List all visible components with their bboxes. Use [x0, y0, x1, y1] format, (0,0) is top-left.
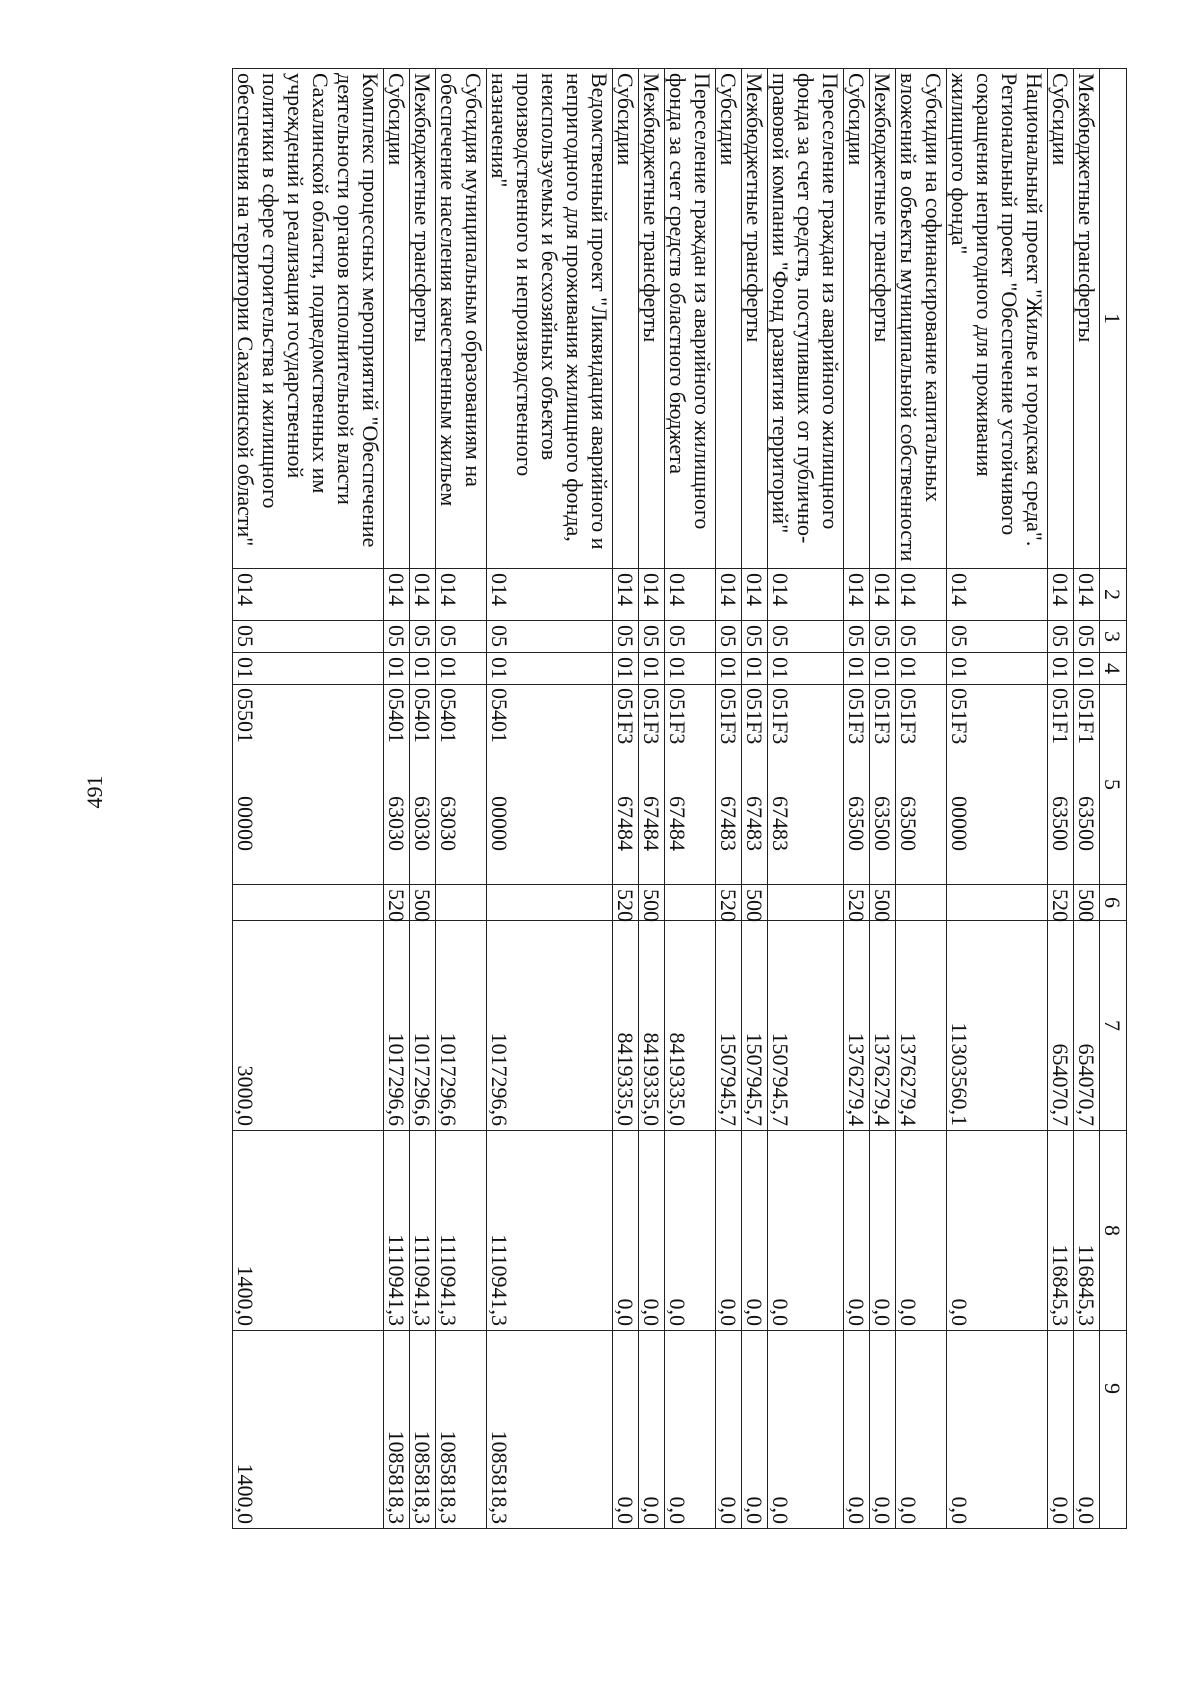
row-name-cell: Межбюджетные трансферты	[1074, 69, 1100, 569]
target-article-cell	[384, 685, 410, 885]
amount-col8-cell: 0,0	[639, 1131, 665, 1331]
amount-col8-cell: 0,0	[716, 1131, 742, 1331]
amount-col9-cell: 0,0	[665, 1331, 716, 1529]
table-row	[639, 69, 665, 1529]
target-article-direction: 67483	[768, 796, 793, 851]
target-article-program: 051F3	[870, 688, 895, 745]
table-body	[233, 69, 1100, 1529]
expense-type-cell: 520	[384, 885, 410, 921]
row-name-cell: Межбюджетные трансферты	[639, 69, 665, 569]
target-article-program: 05401	[436, 688, 461, 743]
subsection-code-cell: 01	[613, 653, 639, 685]
target-article-program: 051F3	[665, 688, 690, 745]
target-article-program: 05401	[487, 688, 512, 743]
subsection-code-cell: 01	[665, 653, 716, 685]
target-article-cell	[487, 685, 613, 885]
table-row	[896, 69, 947, 1529]
target-article-cell	[870, 685, 896, 885]
row-name-cell: Переселение граждан из аварийного жилищного фонда за счет средств областного бюджета	[665, 69, 716, 569]
expense-type-cell	[665, 885, 716, 921]
col-header-1: 1	[1100, 69, 1127, 569]
target-article-cell	[896, 685, 947, 885]
target-article-direction: 63500	[1074, 796, 1099, 851]
col-header-2: 2	[1100, 569, 1127, 621]
amount-col8-cell: 1110941,3	[487, 1131, 613, 1331]
table-row	[233, 69, 384, 1529]
table-row	[1048, 69, 1074, 1529]
row-name-cell: Межбюджетные трансферты	[742, 69, 768, 569]
amount-col9-cell: 0,0	[1074, 1331, 1100, 1529]
col-header-8: 8	[1100, 1131, 1127, 1331]
section-code-cell: 05	[613, 621, 639, 653]
expense-type-cell: 500	[742, 885, 768, 921]
subsection-code-cell: 01	[742, 653, 768, 685]
expense-type-cell: 500	[410, 885, 436, 921]
target-article-cell	[947, 685, 1048, 885]
amount-col8-cell: 0,0	[768, 1131, 844, 1331]
amount-col9-cell: 1400,0	[233, 1331, 384, 1529]
row-name-cell: Ведомственный проект "Ликвидация аварийного и непригодного для проживания жилищного фонда, неиспользуемых и бесхозяйных объектов производственного и непроизводственного назначения"	[487, 69, 613, 569]
target-article-direction: 00000	[947, 796, 972, 851]
section-code-cell: 05	[1074, 621, 1100, 653]
target-article-cell	[716, 685, 742, 885]
target-article-direction: 67484	[665, 796, 690, 851]
amount-col9-cell: 1085818,3	[384, 1331, 410, 1529]
amount-col7-cell: 1017296,6	[410, 921, 436, 1131]
target-article-direction: 67483	[716, 796, 741, 851]
subsection-code-cell: 01	[233, 653, 384, 685]
ministry-code-cell: 014	[436, 569, 487, 621]
section-code-cell: 05	[768, 621, 844, 653]
target-article-program: 05501	[233, 688, 258, 743]
col-header-6: 6	[1100, 885, 1127, 921]
target-article-program: 051F1	[1048, 688, 1073, 745]
section-code-cell: 05	[384, 621, 410, 653]
expense-type-cell	[947, 885, 1048, 921]
ministry-code-cell: 014	[742, 569, 768, 621]
expense-type-cell	[436, 885, 487, 921]
target-article-direction: 67483	[742, 796, 767, 851]
expense-type-cell: 500	[1074, 885, 1100, 921]
col-header-5: 5	[1100, 685, 1127, 885]
target-article-cell	[768, 685, 844, 885]
table-row	[613, 69, 639, 1529]
table-row	[487, 69, 613, 1529]
target-article-direction: 67484	[639, 796, 664, 851]
amount-col8-cell: 1110941,3	[436, 1131, 487, 1331]
row-name-cell: Межбюджетные трансферты	[870, 69, 896, 569]
amount-col8-cell: 0,0	[665, 1131, 716, 1331]
target-article-direction: 63030	[410, 796, 435, 851]
amount-col9-cell: 0,0	[742, 1331, 768, 1529]
ministry-code-cell: 014	[410, 569, 436, 621]
subsection-code-cell: 01	[410, 653, 436, 685]
amount-col9-cell: 1085818,3	[436, 1331, 487, 1529]
row-name-cell: Субсидии	[716, 69, 742, 569]
expense-type-cell: 500	[870, 885, 896, 921]
ministry-code-cell: 014	[487, 569, 613, 621]
expense-type-cell: 520	[1048, 885, 1074, 921]
target-article-program: 05401	[384, 688, 409, 743]
section-code-cell: 05	[665, 621, 716, 653]
subsection-code-cell: 01	[487, 653, 613, 685]
page-number: 491	[82, 775, 107, 809]
rotated-table-wrapper	[112, 68, 1127, 1528]
target-article-direction: 63500	[1048, 796, 1073, 851]
amount-col9-cell: 1085818,3	[487, 1331, 613, 1529]
amount-col8-cell: 0,0	[844, 1131, 870, 1331]
target-article-cell	[233, 685, 384, 885]
section-code-cell: 05	[639, 621, 665, 653]
target-article-cell	[410, 685, 436, 885]
expense-type-cell: 500	[639, 885, 665, 921]
section-code-cell: 05	[487, 621, 613, 653]
ministry-code-cell: 014	[1074, 569, 1100, 621]
table-row	[768, 69, 844, 1529]
target-article-program: 051F3	[742, 688, 767, 745]
amount-col7-cell: 654070,7	[1048, 921, 1074, 1131]
table-row	[844, 69, 870, 1529]
table-row	[410, 69, 436, 1529]
amount-col7-cell: 8419335,0	[639, 921, 665, 1131]
amount-col7-cell: 3000,0	[233, 921, 384, 1131]
amount-col7-cell: 1376279,4	[896, 921, 947, 1131]
target-article-cell	[1048, 685, 1074, 885]
col-header-4: 4	[1100, 653, 1127, 685]
section-code-cell: 05	[233, 621, 384, 653]
target-article-direction: 67484	[613, 796, 638, 851]
row-name-cell: Межбюджетные трансферты	[410, 69, 436, 569]
amount-col7-cell: 8419335,0	[665, 921, 716, 1131]
amount-col8-cell: 0,0	[896, 1131, 947, 1331]
budget-table	[232, 68, 1127, 1529]
expense-type-cell: 520	[613, 885, 639, 921]
row-name-cell: Субсидия муниципальным образованиям на обеспечение населения качественным жильем	[436, 69, 487, 569]
amount-col7-cell: 1017296,6	[384, 921, 410, 1131]
amount-col9-cell: 1085818,3	[410, 1331, 436, 1529]
amount-col8-cell: 1110941,3	[384, 1131, 410, 1331]
target-article-direction: 00000	[233, 796, 258, 851]
target-article-cell	[639, 685, 665, 885]
amount-col7-cell: 11303560,1	[947, 921, 1048, 1131]
subsection-code-cell: 01	[947, 653, 1048, 685]
target-article-program: 051F3	[768, 688, 793, 745]
expense-type-cell: 520	[844, 885, 870, 921]
table-row	[1074, 69, 1100, 1529]
ministry-code-cell: 014	[768, 569, 844, 621]
amount-col7-cell: 1017296,6	[487, 921, 613, 1131]
ministry-code-cell: 014	[844, 569, 870, 621]
row-name-cell: Национальный проект "Жилье и городская среда". Региональный проект "Обеспечение устойчивого сокращения непригодного для проживания жилищного фонда"	[947, 69, 1048, 569]
target-article-program: 051F3	[639, 688, 664, 745]
row-name-cell: Субсидии	[613, 69, 639, 569]
table-row	[436, 69, 487, 1529]
section-code-cell: 05	[896, 621, 947, 653]
target-article-cell	[613, 685, 639, 885]
subsection-code-cell: 01	[1074, 653, 1100, 685]
amount-col9-cell: 0,0	[947, 1331, 1048, 1529]
amount-col8-cell: 1110941,3	[410, 1131, 436, 1331]
section-code-cell: 05	[742, 621, 768, 653]
header-row	[1100, 69, 1127, 1529]
amount-col7-cell: 1507945,7	[768, 921, 844, 1131]
section-code-cell: 05	[844, 621, 870, 653]
amount-col8-cell: 0,0	[613, 1131, 639, 1331]
col-header-3: 3	[1100, 621, 1127, 653]
section-code-cell: 05	[716, 621, 742, 653]
section-code-cell: 05	[410, 621, 436, 653]
row-name-cell: Комплекс процессных мероприятий "Обеспечение деятельности органов исполнительной власти Сахалинской области, подведомственных им учреждений и реализация государственной политики в сфере строительства и жилищного обеспечения на территории Сахалинской области"	[233, 69, 384, 569]
section-code-cell: 05	[1048, 621, 1074, 653]
target-article-program: 051F3	[716, 688, 741, 745]
table-row	[870, 69, 896, 1529]
target-article-direction: 63030	[384, 796, 409, 851]
amount-col8-cell: 0,0	[947, 1131, 1048, 1331]
section-code-cell: 05	[870, 621, 896, 653]
target-article-program: 051F1	[1074, 688, 1099, 745]
ministry-code-cell: 014	[870, 569, 896, 621]
table-row	[716, 69, 742, 1529]
target-article-cell	[436, 685, 487, 885]
row-name-cell: Субсидии	[384, 69, 410, 569]
subsection-code-cell: 01	[436, 653, 487, 685]
table-row	[384, 69, 410, 1529]
ministry-code-cell: 014	[665, 569, 716, 621]
amount-col9-cell: 0,0	[639, 1331, 665, 1529]
target-article-cell	[1074, 685, 1100, 885]
amount-col7-cell: 1507945,7	[742, 921, 768, 1131]
amount-col7-cell: 8419335,0	[613, 921, 639, 1131]
target-article-direction: 00000	[487, 796, 512, 851]
amount-col9-cell: 0,0	[870, 1331, 896, 1529]
target-article-program: 051F3	[613, 688, 638, 745]
amount-col9-cell: 0,0	[896, 1331, 947, 1529]
ministry-code-cell: 014	[233, 569, 384, 621]
target-article-program: 051F3	[844, 688, 869, 745]
ministry-code-cell: 014	[639, 569, 665, 621]
amount-col9-cell: 0,0	[768, 1331, 844, 1529]
amount-col9-cell: 0,0	[613, 1331, 639, 1529]
target-article-program: 051F3	[896, 688, 921, 745]
amount-col9-cell: 0,0	[844, 1331, 870, 1529]
table-row	[742, 69, 768, 1529]
target-article-direction: 63500	[896, 796, 921, 851]
ministry-code-cell: 014	[384, 569, 410, 621]
table-row	[665, 69, 716, 1529]
subsection-code-cell: 01	[768, 653, 844, 685]
target-article-direction: 63500	[870, 796, 895, 851]
target-article-cell	[665, 685, 716, 885]
subsection-code-cell: 01	[870, 653, 896, 685]
ministry-code-cell: 014	[947, 569, 1048, 621]
subsection-code-cell: 01	[844, 653, 870, 685]
amount-col8-cell: 0,0	[742, 1131, 768, 1331]
expense-type-cell	[487, 885, 613, 921]
amount-col7-cell: 1376279,4	[844, 921, 870, 1131]
subsection-code-cell: 01	[896, 653, 947, 685]
amount-col7-cell: 1376279,4	[870, 921, 896, 1131]
target-article-cell	[742, 685, 768, 885]
subsection-code-cell: 01	[716, 653, 742, 685]
amount-col9-cell: 0,0	[716, 1331, 742, 1529]
col-header-9: 9	[1100, 1331, 1127, 1529]
table-row	[947, 69, 1048, 1529]
section-code-cell: 05	[436, 621, 487, 653]
amount-col8-cell: 0,0	[870, 1131, 896, 1331]
subsection-code-cell: 01	[1048, 653, 1074, 685]
ministry-code-cell: 014	[613, 569, 639, 621]
row-name-cell: Субсидии на софинансирование капитальных вложений в объекты муниципальной собственности	[896, 69, 947, 569]
amount-col7-cell: 654070,7	[1074, 921, 1100, 1131]
ministry-code-cell: 014	[1048, 569, 1074, 621]
amount-col7-cell: 1017296,6	[436, 921, 487, 1131]
target-article-direction: 63030	[436, 796, 461, 851]
subsection-code-cell: 01	[384, 653, 410, 685]
target-article-direction: 63500	[844, 796, 869, 851]
ministry-code-cell: 014	[716, 569, 742, 621]
expense-type-cell	[768, 885, 844, 921]
subsection-code-cell: 01	[639, 653, 665, 685]
target-article-program: 051F3	[947, 688, 972, 745]
amount-col8-cell: 116845,3	[1048, 1131, 1074, 1331]
amount-col7-cell: 1507945,7	[716, 921, 742, 1131]
row-name-cell: Субсидии	[1048, 69, 1074, 569]
section-code-cell: 05	[947, 621, 1048, 653]
ministry-code-cell: 014	[896, 569, 947, 621]
amount-col8-cell: 1400,0	[233, 1131, 384, 1331]
expense-type-cell	[233, 885, 384, 921]
amount-col9-cell: 0,0	[1048, 1331, 1074, 1529]
row-name-cell: Переселение граждан из аварийного жилищного фонда за счет средств, поступивших от публично-правовой компании "Фонд развития территорий"	[768, 69, 844, 569]
col-header-7: 7	[1100, 921, 1127, 1131]
expense-type-cell	[896, 885, 947, 921]
target-article-program: 05401	[410, 688, 435, 743]
expense-type-cell: 520	[716, 885, 742, 921]
amount-col8-cell: 116845,3	[1074, 1131, 1100, 1331]
target-article-cell	[844, 685, 870, 885]
row-name-cell: Субсидии	[844, 69, 870, 569]
